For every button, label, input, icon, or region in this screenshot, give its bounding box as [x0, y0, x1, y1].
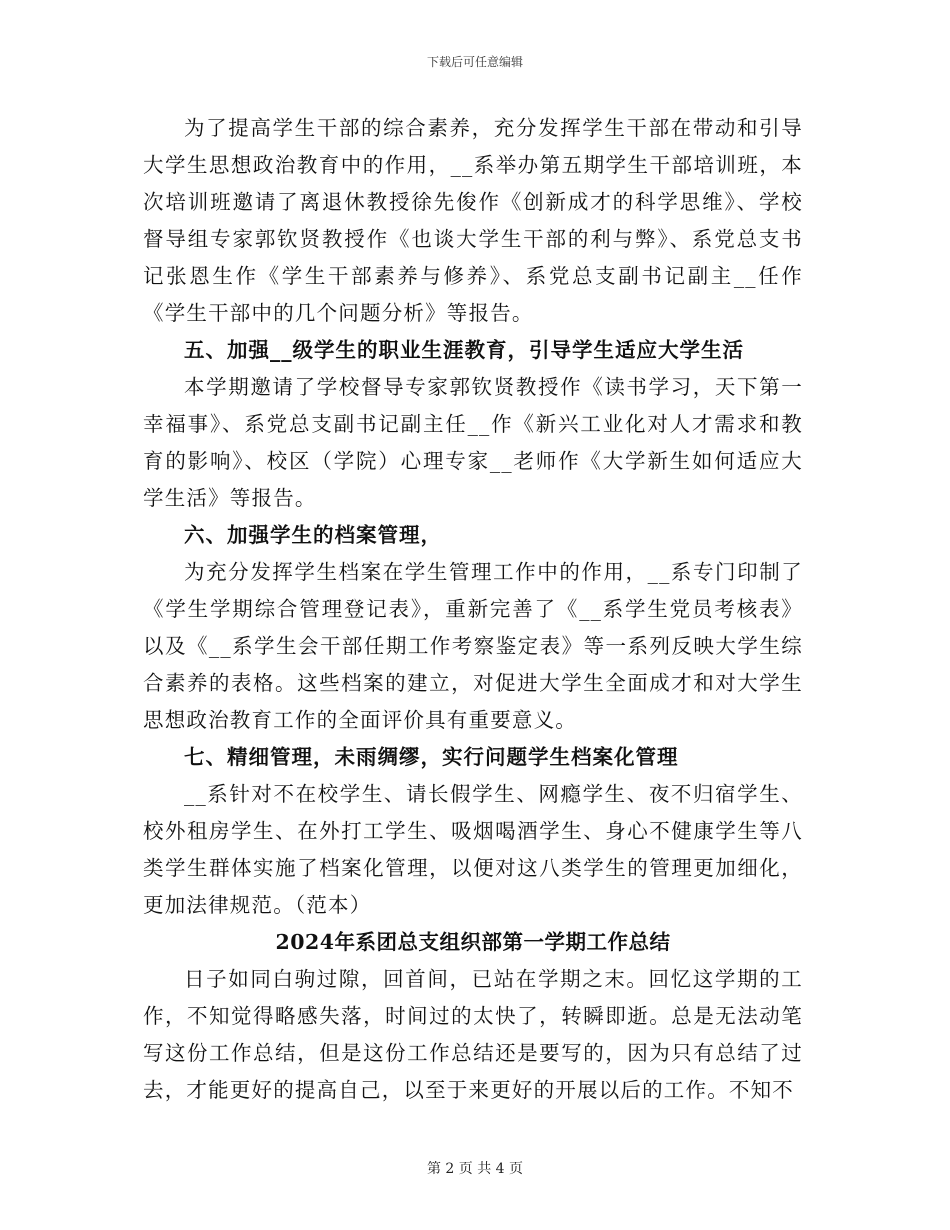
- paragraph-cadre-training: 为了提高学生干部的综合素养，充分发挥学生干部在带动和引导大学生思想政治教育中的作用，__系举办第五期学生干部培训班，本次培训班邀请了离退休教授徐先俊作《创新成才的科学思维》、学校督导组专家郭钦贤教授作《也谈大学生干部的利与弊》、系党总支书记张恩生作《学生干部素养与修养》、系党总支副书记副主__任作《学生干部中的几个问题分析》等报告。: [143, 116, 803, 325]
- section-heading-seven: 七、精细管理，未雨绸缪，实行问题学生档案化管理: [184, 745, 679, 769]
- paragraph-problem-students: __系针对不在校学生、请长假学生、网瘾学生、夜不归宿学生、校外租房学生、在外打工学生、吸烟喝酒学生、身心不健康学生等八类学生群体实施了档案化管理，以便对这八类学生的管理更加细化，更加法律规范。（范本）: [143, 782, 803, 917]
- page-header-note: 下载后可任意编辑: [426, 55, 523, 69]
- section-heading-six: 六、加强学生的档案管理，: [184, 523, 442, 547]
- paragraph-archive-management: 为充分发挥学生档案在学生管理工作中的作用，__系专门印制了《学生学期综合管理登记表》，重新完善了《__系学生党员考核表》以及《__系学生会干部任期工作考察鉴定表》等一系列反映大学生综合素养的表格。这些档案的建立，对促进大学生全面成才和对大学生思想政治教育工作的全面评价具有重要意义。: [143, 560, 803, 732]
- page-number: 第 2 页 共 4 页: [426, 1161, 524, 1177]
- section-heading-five: 五、加强__级学生的职业生涯教育，引导学生适应大学生活: [184, 338, 744, 362]
- paragraph-career-education: 本学期邀请了学校督导专家郭钦贤教授作《读书学习，天下第一幸福事》、系党总支副书记副主任__作《新兴工业化对人才需求和教育的影响》、校区（学院）心理专家__老师作《大学新生如何适应大学生活》等报告。: [143, 375, 803, 510]
- document-body: [143, 110, 803, 1109]
- paragraph-semester-review: 日子如同白驹过隙，回首间，已站在学期之末。回忆这学期的工作，不知觉得略感失落，时间过的太快了，转瞬即逝。总是无法动笔写这份工作总结，但是这份工作总结还是要写的，因为只有总结了过去，才能更好的提高自己，以至于来更好的开展以后的工作。不知不: [143, 967, 803, 1102]
- document-title-2024: 2024年系团总支组织部第一学期工作总结: [275, 930, 671, 954]
